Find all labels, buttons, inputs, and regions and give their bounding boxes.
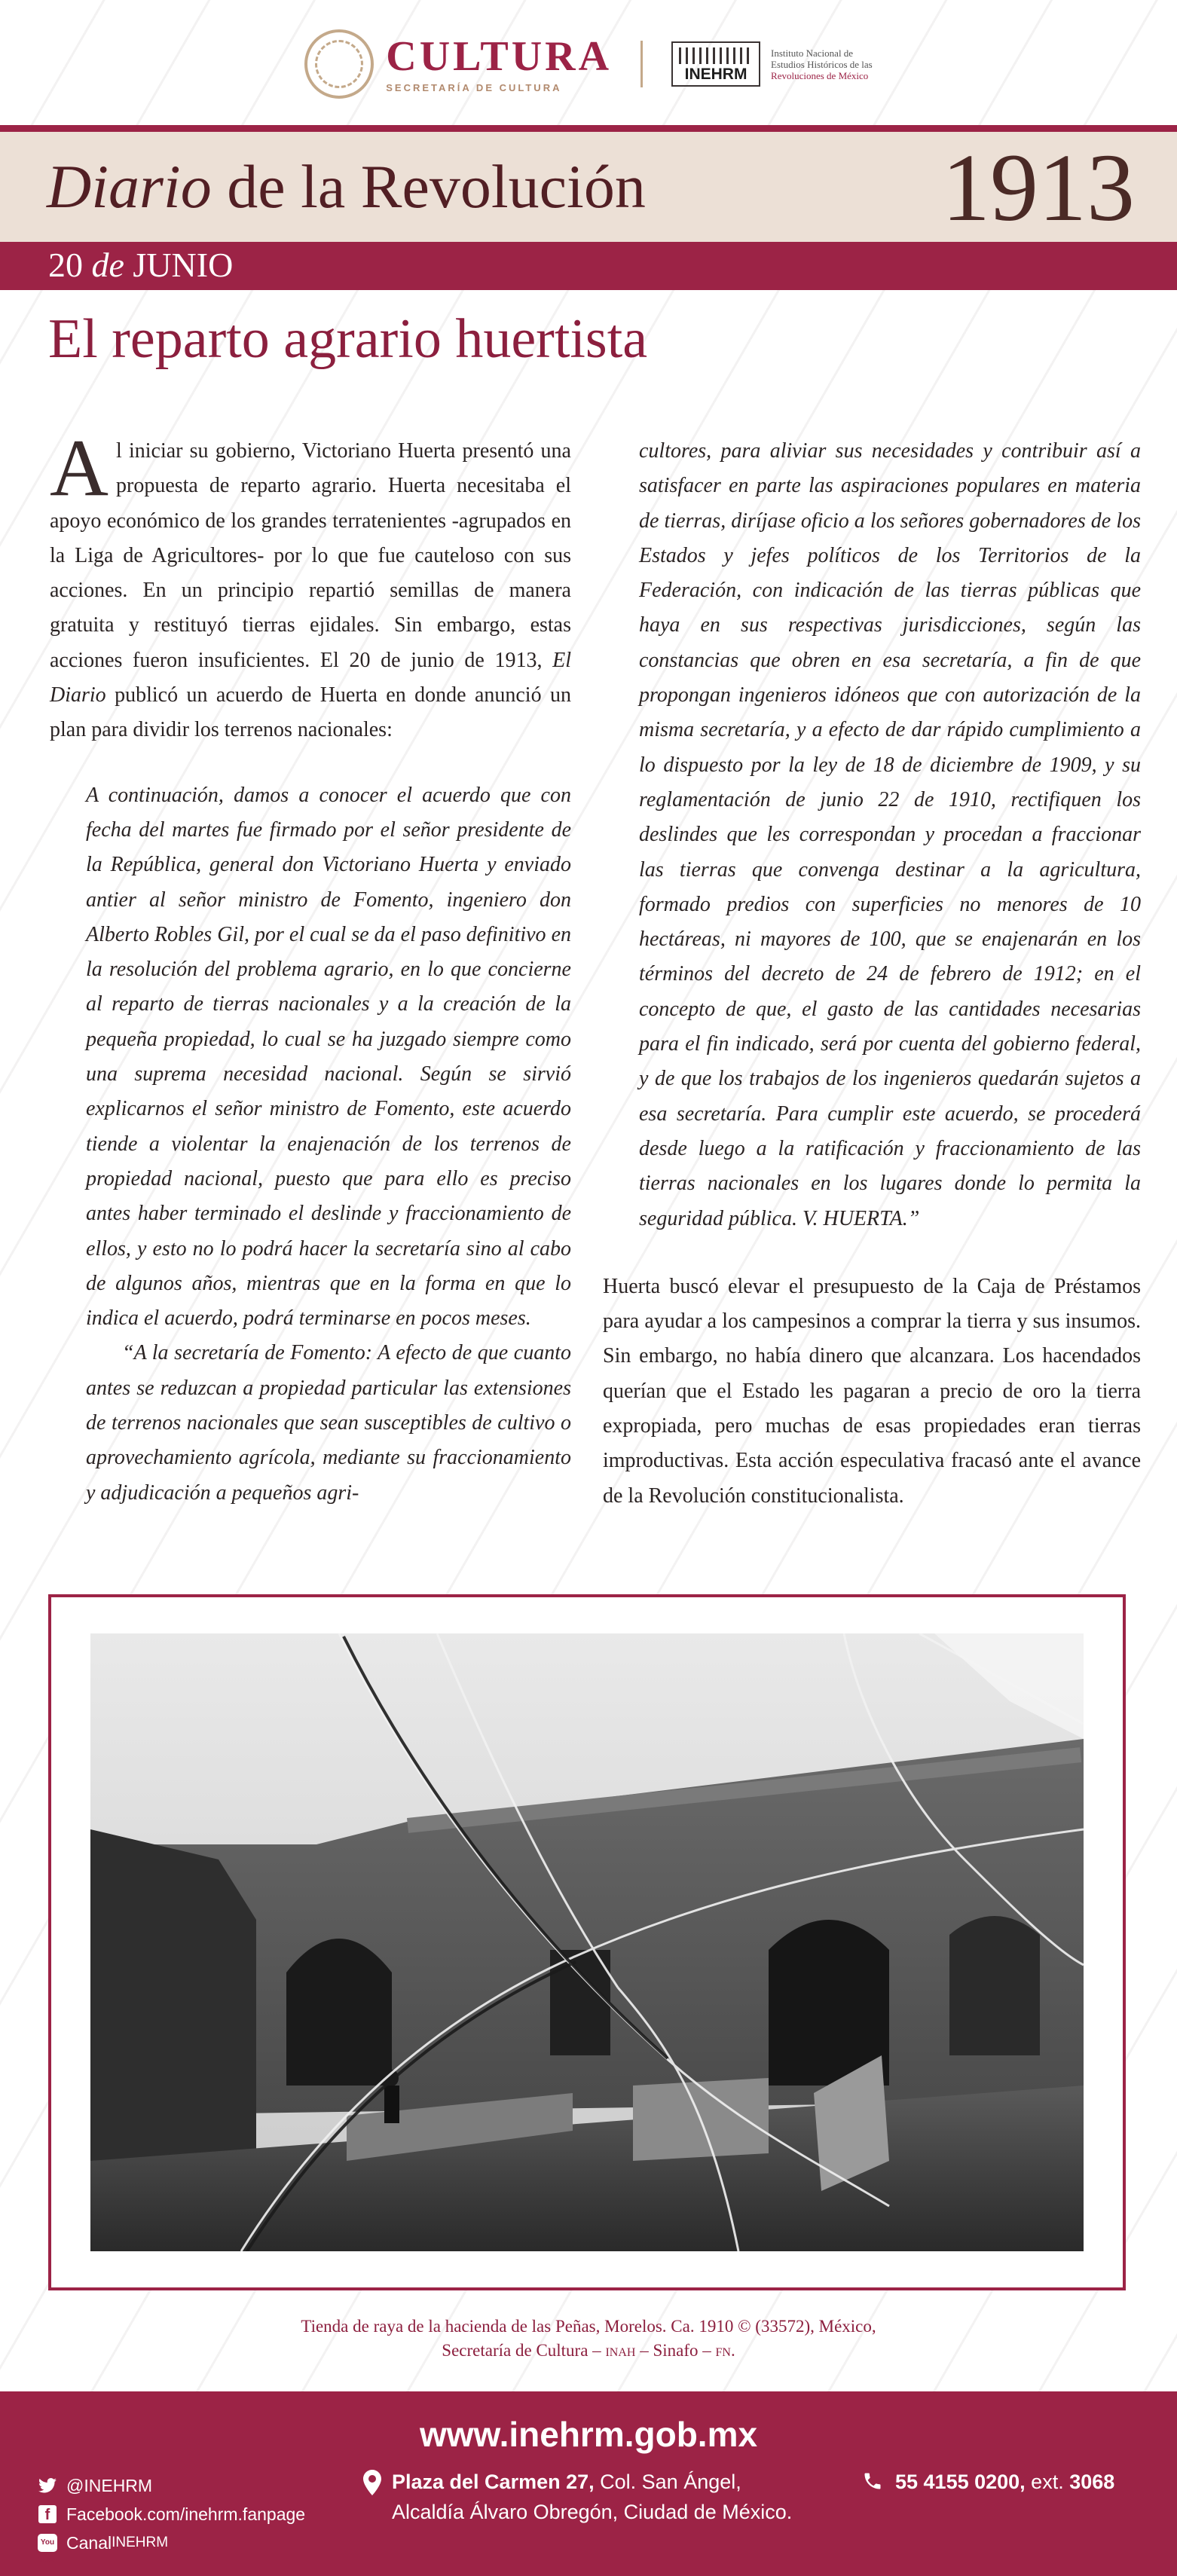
photo-caption	[0, 2315, 1177, 2363]
closing-paragraph: Huerta buscó elevar el presupuesto de la Caja de Préstamos para ayudar a los campesinos a comprar la tierra y sus insumos. Sin embargo, no había dinero que alcanzara. Los hacendados querían que el Estado les pagaran a precio de oro la tierra expropiada, pero muchas de esas propiedades eran tierras improductivas. Esta acción especulativa fracasó ante el avance de la Revolución constitucionalista.	[603, 1274, 1141, 1508]
quote-paragraph-2-end: cultores, para aliviar sus necesidades y contribuir así a satisfacer en parte las aspiraciones populares en materia de tierras, diríjase oficio a los señores gobernadores de los Estados y jefes políticos de los Territorios de la Federación, con indicación de las tierras públicas que haya en sus respectivas jurisdicciones, según las constancias que obren en esa secretaría, a fin de que propongan ingenieros idóneos que con autorización de la misma secretaría, y a efecto de dar rápido cumplimiento a lo dispuesto por la ley de 18 de diciembre de 1909, y su reglamentación de junio 22 de 1910, rectifiquen los deslindes que les correspondan y procedan a fraccionar las tierras que convenga destinar a la agricultura, formado predios con superficies no menores de 10 hectáreas, ni mayores de 100, que se enajenarán en los términos del decreto de 24 de febrero de 1912; en el concepto de que, el gasto de las cantidades necesarias para el fin indicado, será por cuenta del gobierno federal, y de que los trabajos de los ingenieros quedarán sujetos a esa secretaría. Para cumplir este acuerdo, se procederá desde luego a la ratificación y fraccionamiento de las tierras nacionales en los lugares donde lo permita la seguridad pública. V. HUERTA.”	[639, 439, 1141, 1230]
twitter-bird-icon	[38, 2476, 57, 2495]
date	[48, 245, 233, 285]
youtube-icon-text: You Tube	[38, 2534, 57, 2552]
address-line-1	[392, 2467, 792, 2497]
caption-inah: inah	[605, 2341, 636, 2360]
date-month: JUNIO	[133, 246, 234, 284]
caption-line-2-a: Secretaría de Cultura –	[442, 2341, 606, 2360]
twitter-link[interactable]	[38, 2471, 305, 2500]
series-title	[47, 152, 646, 221]
logo-divider	[640, 41, 643, 87]
youtube-icon	[38, 2533, 57, 2565]
caption-mid: – Sinafo –	[635, 2341, 716, 2360]
inehrm-name	[771, 47, 873, 81]
cultura-logo	[386, 32, 613, 93]
location-pin-icon	[363, 2470, 381, 2504]
youtube-link[interactable]	[38, 2529, 305, 2565]
youtube-label: Canal	[66, 2533, 112, 2553]
youtube-channel: INEHRM	[112, 2535, 169, 2550]
inehrm-line-2: Estudios Históricos de las	[771, 58, 873, 70]
text-column-left	[50, 423, 571, 1511]
phone-ext-label: ext.	[1025, 2471, 1070, 2493]
inehrm-line-3: Revoluciones de México	[771, 69, 869, 81]
intro-newspaper-name: El Diario	[50, 648, 571, 707]
date-day: 20	[48, 246, 83, 284]
quote-paragraph-1: A continuación, damos a conocer el acuerdo que con fecha del martes fue firmado por el señor presidente de la República, general don Victoriano Huerta y enviado antier al señor ministro de Fomento, ingeniero don Alberto Robles Gil, por el cual se da el paso definitivo en la resolución del problema agrario, en lo que concierne al reparto de tierras nacionales y a la creación de la pequeña propiedad, lo cual se ha juzgado siempre como una suprema necesidad nacional. Según se sirvió explicarnos el señor ministro de Fomento, este acuerdo tiende a violentar la enajenación de los terrenos de propiedad nacional, puesto que para ello es preciso antes haber terminado el deslinde y fraccionamiento de ellos, y esto no lo podrá hacer la secretaría sino al cabo de algunos años, mientras que en la forma en que lo indica el acuerdo, podrá terminarse en pocos meses.	[86, 783, 571, 1331]
caption-fn: fn	[715, 2341, 731, 2360]
twitter-handle: @INEHRM	[66, 2476, 153, 2495]
facebook-url: Facebook.com/inehrm.fanpage	[66, 2504, 306, 2524]
inehrm-building-icon	[671, 41, 760, 87]
intro-text-b: publicó un acuerdo de Huerta en donde anunció un plan para dividir los terrenos nacionales:	[50, 683, 571, 742]
phone-icon	[862, 2470, 883, 2500]
phone-number: 55 4155 0200,	[895, 2471, 1026, 2493]
address-street: Plaza del Carmen 27,	[392, 2471, 595, 2493]
intro-paragraph	[50, 423, 571, 748]
address-colonia: Col. San Ángel,	[594, 2471, 741, 2493]
footer	[0, 2391, 1177, 2576]
date-de: de	[91, 246, 124, 284]
phone-ext: 3068	[1069, 2471, 1115, 2493]
quote-paragraph-2-start: “A la secretaría de Fomento: A efecto de que cuanto antes se reduzcan a propiedad particular las extensiones de terrenos nacionales que sean susceptibles de cultivo o aprovechamiento agrícola, mediante su fraccionamiento y adjudicación a pequeños agri-	[86, 1341, 571, 1505]
website-link[interactable]: www.inehrm.gob.mx	[419, 2415, 758, 2454]
caption-line-2	[0, 2339, 1177, 2363]
date-band	[0, 242, 1177, 290]
drop-cap: A	[50, 423, 109, 513]
address	[392, 2467, 792, 2527]
cultura-wordmark: CULTURA	[386, 32, 613, 80]
mexico-seal-icon	[304, 29, 374, 99]
intro-text-a: l iniciar su gobierno, Victoriano Huerta presentó una propuesta de reparto agrario. Huerta necesitaba el apoyo económico de los grandes terratenientes -agrupados en la Liga de Agricultores- por lo que fue cauteloso con sus acciones. En un principio repartió semillas de manera gratuita y restituyó tierras ejidales. Sin embargo, estas acciones fueron insuficientes. El 20 de junio de 1913,	[50, 439, 571, 672]
title-band	[0, 132, 1177, 242]
inehrm-logo-text: INEHRM	[684, 66, 747, 83]
text-column-right	[603, 434, 1141, 1514]
social-links	[38, 2471, 306, 2565]
year: 1913	[942, 134, 1135, 241]
caption-line-1: Tienda de raya de la hacienda de las Peñas, Morelos. Ca. 1910 © (33572), México,	[301, 2317, 876, 2336]
hacienda-photo	[90, 1633, 1084, 2251]
series-title-italic: Diario	[47, 152, 212, 221]
facebook-icon: f	[38, 2504, 57, 2524]
cultura-subtitle: SECRETARÍA DE CULTURA	[386, 81, 562, 93]
top-rule	[0, 125, 1177, 132]
series-title-rest: de la Revolución	[211, 152, 646, 221]
caption-end: .	[730, 2341, 735, 2360]
inehrm-line-1: Instituto Nacional de	[771, 47, 854, 59]
facebook-link[interactable]	[38, 2500, 305, 2529]
photo-frame	[48, 1594, 1126, 2290]
header-logos	[0, 0, 1177, 128]
phone[interactable]	[895, 2467, 1114, 2497]
address-line-2: Alcaldía Álvaro Obregón, Ciudad de México.	[392, 2501, 793, 2523]
article-title: El reparto agrario huertista	[48, 308, 648, 370]
